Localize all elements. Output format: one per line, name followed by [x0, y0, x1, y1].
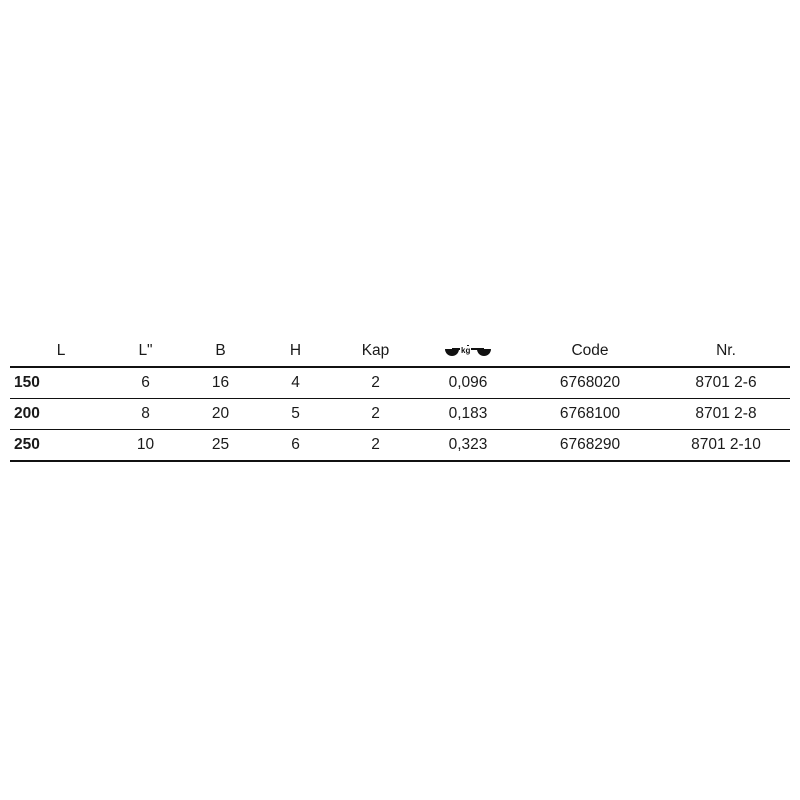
column-header-nr: Nr.: [658, 336, 790, 367]
cell-nr: 8701 2-6: [658, 367, 790, 399]
cell-nr: 8701 2-10: [658, 430, 790, 462]
column-header-width: B: [183, 336, 258, 367]
cell-length-inch: 6: [108, 367, 183, 399]
cell-height: 4: [258, 367, 333, 399]
kg-unit-label: kg: [461, 345, 471, 355]
table-row: [10, 430, 790, 462]
cell-nr: 8701 2-8: [658, 399, 790, 430]
column-header-code: Code: [518, 336, 658, 367]
cell-width: 16: [183, 367, 258, 399]
cell-length-mm: 200: [10, 399, 108, 430]
cell-length-mm: 250: [10, 430, 108, 462]
column-header-height: H: [258, 336, 333, 367]
column-header-capacity: Kap: [333, 336, 418, 367]
column-header-length-inch: L": [108, 336, 183, 367]
table-body: [10, 367, 790, 461]
cell-width: 25: [183, 430, 258, 462]
cell-height: 5: [258, 399, 333, 430]
column-header-length-mm: L: [10, 336, 108, 367]
cell-length-mm: 150: [10, 367, 108, 399]
cell-width: 20: [183, 399, 258, 430]
cell-weight: 0,183: [418, 399, 518, 430]
cell-code: 6768100: [518, 399, 658, 430]
cell-capacity: 2: [333, 367, 418, 399]
table-row: [10, 399, 790, 430]
cell-length-inch: 10: [108, 430, 183, 462]
cell-capacity: 2: [333, 430, 418, 462]
table-header: [10, 336, 790, 367]
table-row: [10, 367, 790, 399]
cell-height: 6: [258, 430, 333, 462]
dimensions-spec-table: [10, 336, 790, 462]
cell-capacity: 2: [333, 399, 418, 430]
cell-code: 6768290: [518, 430, 658, 462]
cell-weight: 0,096: [418, 367, 518, 399]
spec-table-container: [10, 336, 790, 462]
cell-code: 6768020: [518, 367, 658, 399]
cell-weight: 0,323: [418, 430, 518, 462]
cell-length-inch: 8: [108, 399, 183, 430]
column-header-weight: [418, 336, 518, 367]
balance-scale-kg-icon: [445, 343, 491, 359]
